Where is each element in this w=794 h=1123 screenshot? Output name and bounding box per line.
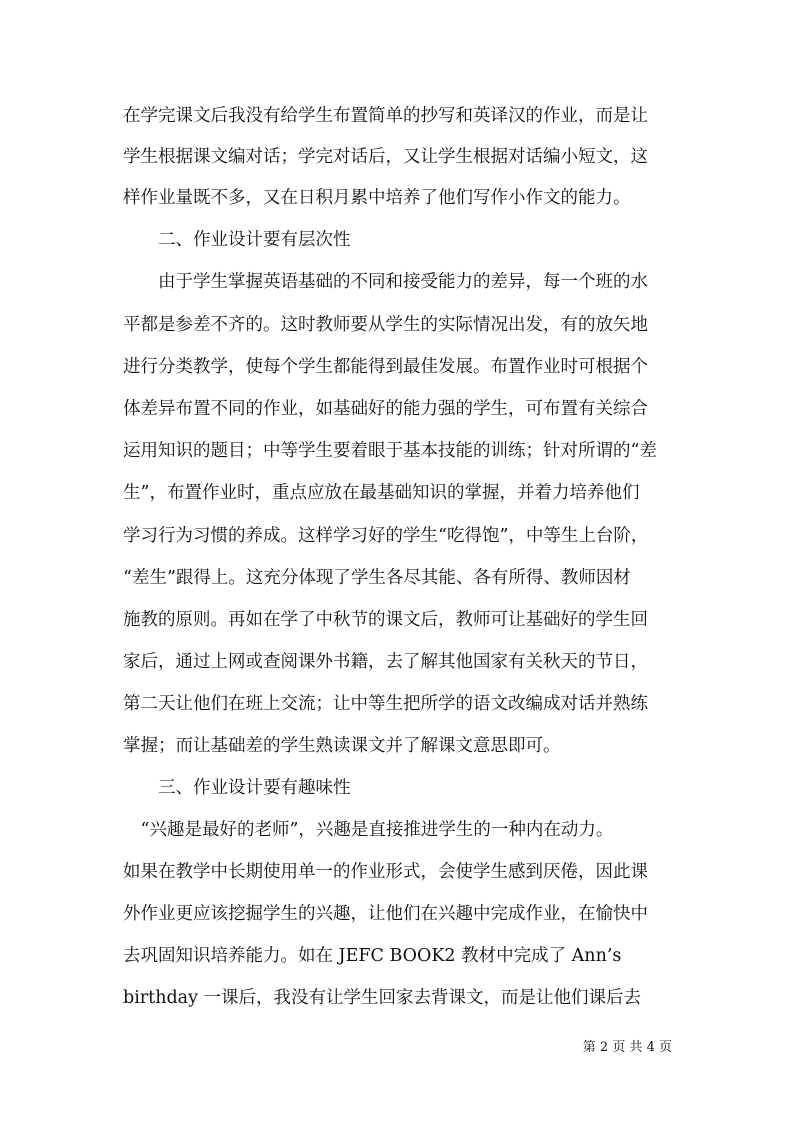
text-line: “兴趣是最好的老师”，兴趣是直接推进学生的一种内在动力。 xyxy=(123,820,614,840)
text-line: 进行分类教学，使每个学生都能得到最佳发展。布置作业时可根据个 xyxy=(123,357,648,377)
text-line: 平都是参差不齐的。这时教师要从学生的实际情况出发，有的放矢地 xyxy=(123,315,648,335)
text-line: birthday 一课后，我没有让学生回家去背课文，而是让他们课后去 xyxy=(123,988,642,1008)
section-heading: 三、作业设计要有趣味性 xyxy=(123,778,351,798)
text-line: 家后，通过上网或查阅课外书籍，去了解其他国家有关秋天的节日， xyxy=(123,652,648,672)
text-line: 外作业更应该挖掘学生的兴趣，让他们在兴趣中完成作业，在愉快中 xyxy=(123,904,648,924)
section-heading: 二、作业设计要有层次性 xyxy=(123,230,351,250)
text-line: 运用知识的题目；中等学生要着眼于基本技能的训练；针对所谓的“差 xyxy=(123,441,657,461)
text-line: 学习行为习惯的养成。这样学习好的学生“吃得饱”，中等生上台阶， xyxy=(123,526,649,546)
text-line: 样作业量既不多，又在日积月累中培养了他们写作小作文的能力。 xyxy=(123,188,631,208)
text-line: 体差异布置不同的作业，如基础好的能力强的学生，可布置有关综合 xyxy=(123,399,648,419)
text-line: 学生根据课文编对话；学完对话后，又让学生根据对话编小短文，这 xyxy=(123,147,648,167)
text-line: “差生”跟得上。这充分体现了学生各尽其能、各有所得、教师因材 xyxy=(123,568,631,588)
text-line: 由于学生掌握英语基础的不同和接受能力的差异，每一个班的水 xyxy=(123,272,648,292)
text-line: 生”，布置作业时，重点应放在最基础知识的掌握，并着力培养他们 xyxy=(123,483,640,503)
page-number: 第 2 页 共 4 页 xyxy=(582,1040,672,1055)
text-line: 第二天让他们在班上交流；让中等生把所学的语文改编成对话并熟练 xyxy=(123,694,648,714)
text-line: 去巩固知识培养能力。如在 JEFC BOOK2 教材中完成了 Ann’s xyxy=(123,946,622,966)
text-line: 在学完课文后我没有给学生布置简单的抄写和英译汉的作业，而是让 xyxy=(123,106,648,126)
text-line: 施教的原则。再如在学了中秋节的课文后，教师可让基础好的学生回 xyxy=(123,610,648,630)
text-line: 掌握；而让基础差的学生熟读课文并了解课文意思即可。 xyxy=(123,736,561,756)
text-line: 如果在教学中长期使用单一的作业形式，会使学生感到厌倦，因此课 xyxy=(123,862,648,882)
